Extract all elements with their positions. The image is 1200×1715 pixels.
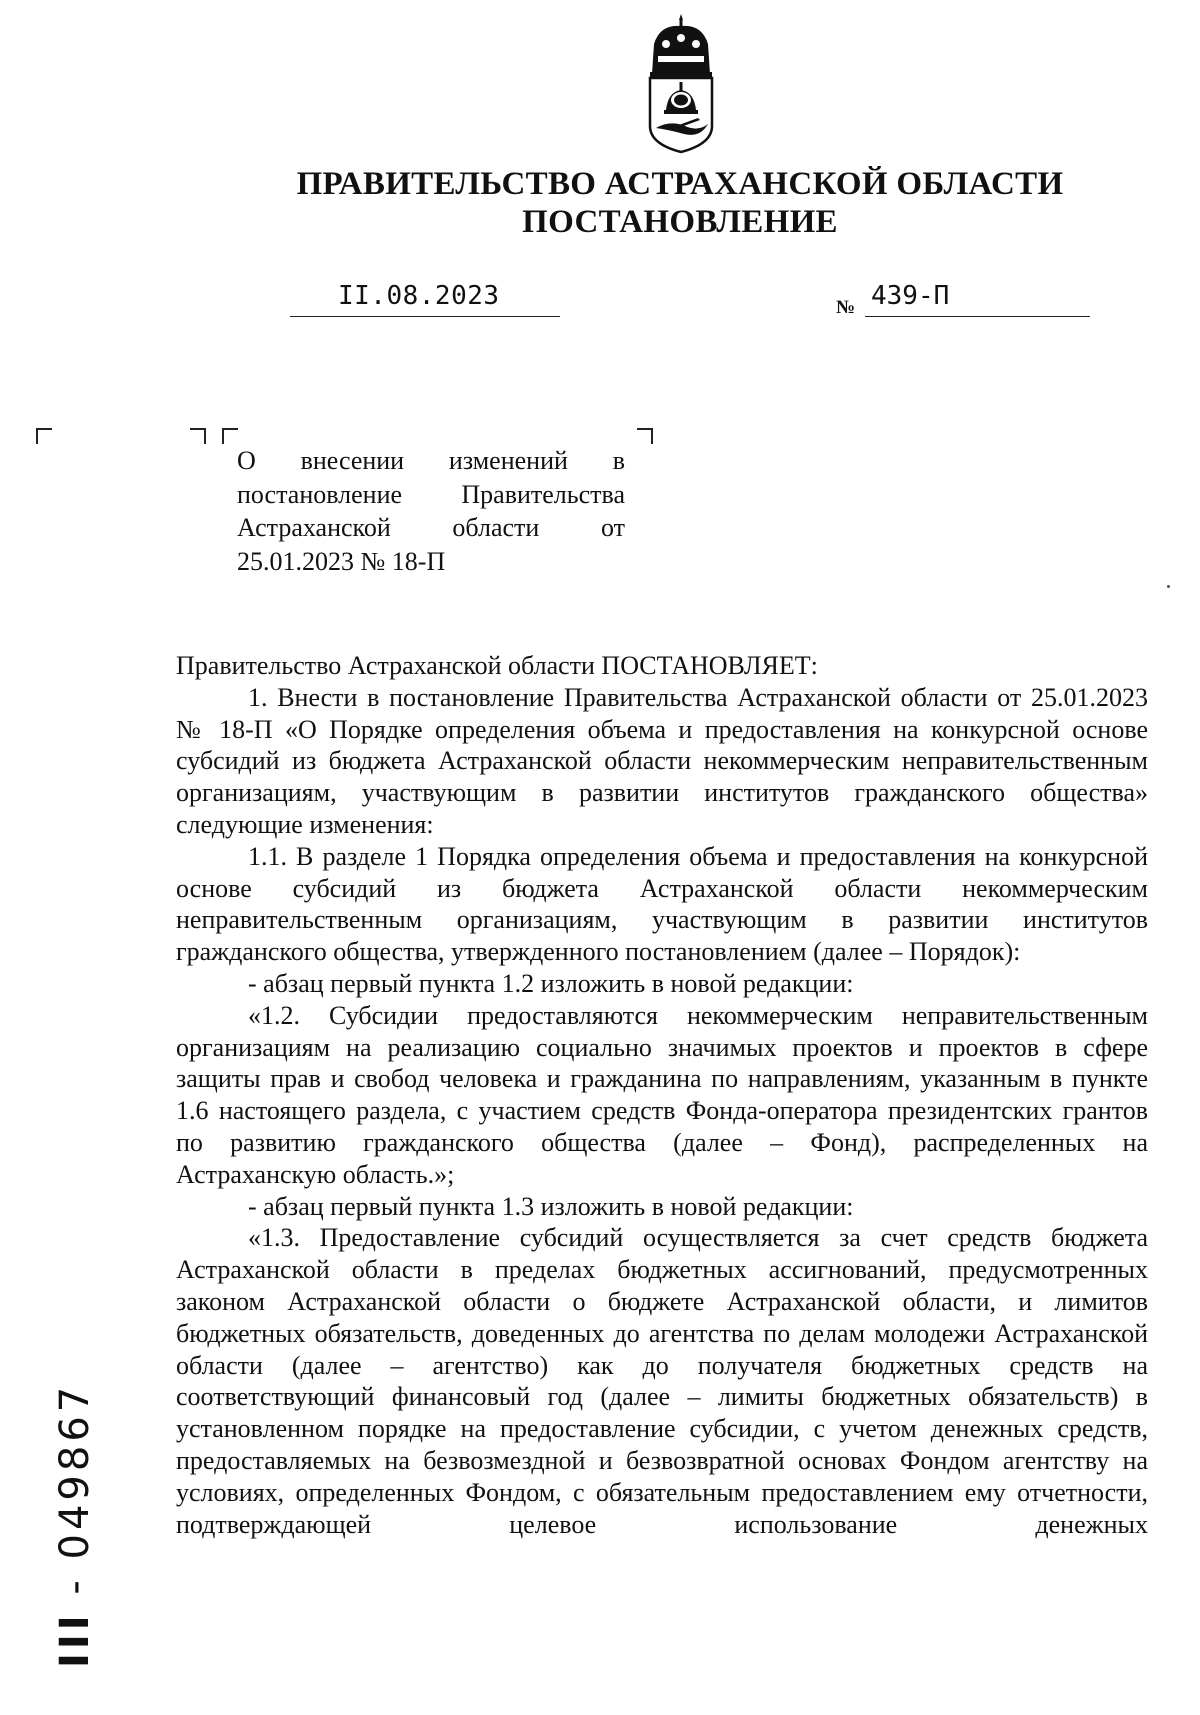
scan-speck — [1167, 585, 1170, 588]
body-paragraph: «1.2. Субсидии предоставляются некоммерческим неправительственным организациям на реализацию социально значимых проектов и проектов в сфере защиты прав и свобод человека и гражданина по направлениям, указанным в пункте 1.6 настоящего раздела, с участием средств Фонда-оператора президентских грантов по развитию гражданского общества (далее – Фонд), распределенных на Астраханскую область.»; — [176, 1000, 1148, 1189]
corner-mark — [190, 428, 206, 444]
corner-mark — [637, 428, 653, 444]
body-paragraph: - абзац первый пункта 1.2 изложить в новой редакции: — [248, 968, 854, 998]
document-body — [176, 650, 1148, 1540]
corner-mark — [36, 428, 52, 444]
body-paragraph: 1. Внести в постановление Правительства Астраханской области от 25.01.2023 № 18-П «О Порядке определения объема и предоставления на конкурсной основе субсидий из бюджета Астраханской области некоммерческим неправительственным организациям, участвующим в развитии институтов гражданского общества» следующие изменения: — [176, 682, 1148, 839]
government-title: ПРАВИТЕЛЬСТВО АСТРАХАНСКОЙ ОБЛАСТИ — [296, 166, 1064, 202]
serial-number — [52, 1382, 98, 1668]
number-field — [865, 279, 1090, 317]
corner-mark — [222, 428, 238, 444]
body-paragraph: 1.1. В разделе 1 Порядка определения объема и предоставления на конкурсной основе субсидий из бюджета Астраханской области некоммерческим неправительственным организациям, участвующим в развитии институтов гражданского общества, утвержденного постановлением (далее – Порядок): — [176, 841, 1148, 967]
date-field — [290, 279, 560, 317]
document-number: 439-П — [871, 281, 950, 311]
body-paragraph: Правительство Астраханской области ПОСТАНОВЛЯЕТ: — [176, 651, 818, 680]
body-paragraph: - абзац первый пункта 1.3 изложить в новой редакции: — [248, 1191, 854, 1221]
serial-prefix: III — [52, 1611, 98, 1668]
document-subject: О внесении изменений в постановление Правительства Астраханской области от 25.01.2023 № 18-П — [237, 446, 625, 576]
astrakhan-coat-of-arms-icon — [640, 14, 722, 154]
number-sign: № — [836, 297, 856, 318]
serial-digits: - 049867 — [52, 1382, 98, 1595]
document-type-title: ПОСТАНОВЛЕНИЕ — [522, 204, 838, 240]
document-date: II.08.2023 — [338, 281, 500, 311]
body-paragraph: «1.3. Предоставление субсидий осуществляется за счет средств бюджета Астраханской области в пределах бюджетных ассигнований, предусмотренных законом Астраханской области о бюджете Астраханской области, и лимитов бюджетных обязательств, доведенных до агентства по делам молодежи Астраханской области (далее – агентство) как до получателя бюджетных средств на соответствующий финансовый год (далее – лимиты бюджетных обязательств) в установленном порядке на предоставление субсидии, с учетом денежных средств, предоставляемых на безвозмездной и безвозвратной основах Фондом агентству на условиях, определенных Фондом, с обязательным предоставлением ему отчетности, подтверждающей целевое использование денежных — [176, 1223, 1148, 1539]
